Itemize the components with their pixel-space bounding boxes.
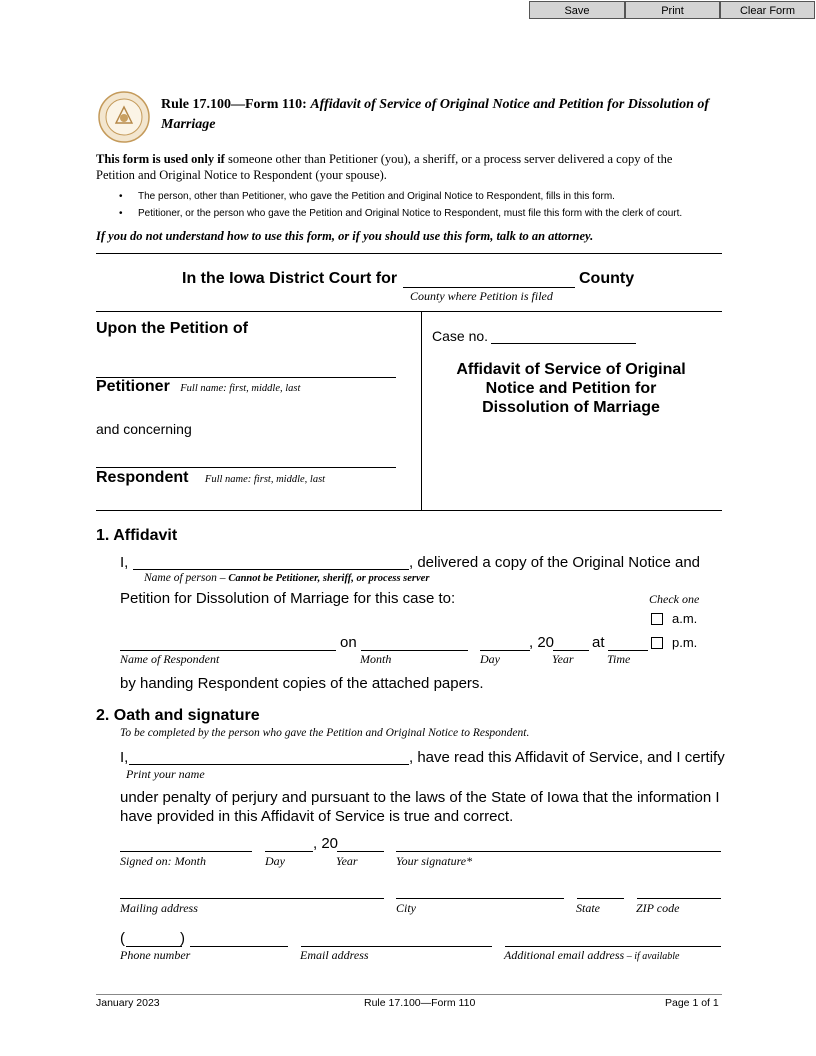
state-input[interactable] (577, 898, 624, 899)
s2-sub: To be completed by the person who gave the Petition and Original Notice to Respondent. (120, 727, 530, 739)
signature-input[interactable] (396, 851, 721, 852)
zip-input[interactable] (637, 898, 721, 899)
s1-delivered: , delivered a copy of the Original Notice and (409, 554, 700, 571)
penalty-line-1: under penalty of perjury and pursuant to the laws of the State of Iowa that the information I (120, 789, 720, 806)
paren-open: ( (120, 930, 125, 947)
footer-rule: Rule 17.100—Form 110 (364, 997, 476, 1009)
person-caption-b: Cannot be Petitioner, sheriff, or process server (228, 573, 430, 584)
petitioner-label: Petitioner (96, 378, 170, 395)
additional-email-caption-a: Additional email address (504, 948, 625, 962)
bullet-dot-1: • (119, 191, 123, 202)
am-checkbox[interactable] (651, 613, 663, 625)
concerning-label: and concerning (96, 421, 192, 437)
am-label: a.m. (672, 611, 698, 626)
clear-form-button[interactable]: Clear Form (720, 1, 815, 19)
signed-day-caption: Day (265, 854, 285, 868)
year-input[interactable] (553, 650, 589, 651)
intro-lead: This form is used only if (96, 152, 225, 166)
save-button[interactable]: Save (529, 1, 625, 19)
signed-year-caption: Year (336, 854, 358, 868)
time-input[interactable] (608, 650, 648, 651)
state-caption: State (576, 901, 600, 915)
additional-email-caption (504, 948, 680, 963)
footer-page: Page 1 of 1 (665, 997, 719, 1009)
section-1-heading: 1. Affidavit (96, 527, 178, 544)
court-prefix: In the Iowa District Court for (182, 270, 398, 287)
case-number-label: Case no. (432, 328, 489, 344)
caption-bottom-border (96, 510, 722, 511)
signed-month-input[interactable] (120, 851, 252, 852)
month-input[interactable] (361, 650, 468, 651)
cap-time: Time (607, 652, 631, 666)
cap-day: Day (480, 652, 500, 666)
bullet-1: The person, other than Petitioner, who gave the Petition and Original Notice to Respondent, fills in this form. (138, 191, 615, 202)
s1-line2: Petition for Dissolution of Marriage for this case to: (120, 590, 456, 607)
bullet-dot-2: • (119, 208, 123, 219)
zip-caption: ZIP code (636, 901, 680, 915)
mailing-address-input[interactable] (120, 898, 384, 899)
s1-comma20: , 20 (529, 634, 555, 651)
caption-top-border (96, 311, 722, 312)
area-code-input[interactable] (126, 946, 182, 947)
s1-i: I, (120, 554, 129, 571)
petitioner-hint: Full name: first, middle, last (180, 383, 301, 394)
rule-number: Rule 17.100—Form 110: (161, 97, 307, 112)
day-input[interactable] (480, 650, 530, 651)
s1-on: on (340, 634, 357, 651)
phone-input[interactable] (190, 946, 288, 947)
print-button[interactable]: Print (625, 1, 720, 19)
s2-i: I, (120, 749, 129, 766)
paren-close: ) (180, 930, 185, 947)
intro-line-1 (96, 152, 672, 167)
iowa-judicial-seal-icon (98, 91, 150, 143)
penalty-line-2: have provided in this Affidavit of Service is true and correct. (120, 808, 514, 825)
section-2-heading: 2. Oath and signature (96, 707, 260, 724)
additional-email-input[interactable] (505, 946, 721, 947)
person-caption (144, 572, 429, 584)
phone-caption: Phone number (120, 948, 191, 962)
upon-petition-label: Upon the Petition of (96, 320, 248, 337)
print-name-input[interactable] (129, 764, 409, 765)
respondent-name-field[interactable] (120, 650, 336, 651)
email-caption: Email address (300, 948, 369, 962)
signed-year-input[interactable] (337, 851, 384, 852)
county-caption: County where Petition is filed (410, 289, 553, 303)
intro-text-1: someone other than Petitioner (you), a sheriff, or a process server delivered a copy of the (224, 152, 673, 166)
s2-comma20: , 20 (313, 835, 339, 852)
person-caption-a: Name of person – (144, 572, 229, 584)
petitioner-label-row (96, 378, 300, 396)
attorney-warning: If you do not understand how to use this form, or if you should use this form, talk to an attorney. (96, 229, 594, 243)
s1-handing: by handing Respondent copies of the attached papers. (120, 675, 484, 692)
footer-date: January 2023 (96, 997, 160, 1009)
divider (96, 253, 722, 254)
doc-title-3: Dissolution of Marriage (482, 399, 660, 416)
title-line-1: Affidavit of Service of Original Notice and Petition for Dissolution of (310, 97, 710, 112)
respondent-hint: Full name: first, middle, last (204, 474, 326, 485)
court-suffix: County (579, 270, 635, 287)
bullet-2: Petitioner, or the person who gave the Petition and Original Notice to Respondent, must file this form with the clerk of court. (138, 208, 683, 219)
city-input[interactable] (396, 898, 564, 899)
s2-certify: , have read this Affidavit of Service, and I certify (409, 749, 725, 766)
title-line-2: Marriage (161, 117, 216, 132)
form-title (161, 97, 709, 113)
respondent-label-row (96, 469, 325, 487)
respondent-name-input[interactable] (96, 467, 396, 468)
additional-email-caption-b: – if available (624, 951, 680, 962)
county-input[interactable] (403, 287, 575, 288)
city-caption: City (396, 901, 416, 915)
intro-line-2: Petition and Original Notice to Respondent (your spouse). (96, 168, 387, 182)
print-name-caption: Print your name (126, 767, 205, 781)
respondent-label: Respondent (96, 469, 189, 486)
doc-title-1: Affidavit of Service of Original (456, 361, 686, 378)
pm-checkbox[interactable] (651, 637, 663, 649)
doc-title-2: Notice and Petition for (485, 380, 657, 397)
check-one-label: Check one (649, 592, 700, 606)
mailing-caption: Mailing address (120, 901, 198, 915)
case-number-input[interactable] (491, 343, 636, 344)
s1-at: at (592, 634, 605, 651)
cap-month: Month (360, 652, 392, 666)
signature-caption: Your signature* (396, 854, 473, 868)
person-name-input[interactable] (133, 569, 409, 570)
pm-label: p.m. (672, 635, 698, 650)
cap-respondent: Name of Respondent (120, 652, 220, 666)
email-input[interactable] (301, 946, 492, 947)
cap-year: Year (552, 652, 574, 666)
footer-divider (96, 994, 722, 995)
signed-on-caption: Signed on: Month (120, 854, 206, 868)
signed-day-input[interactable] (265, 851, 313, 852)
